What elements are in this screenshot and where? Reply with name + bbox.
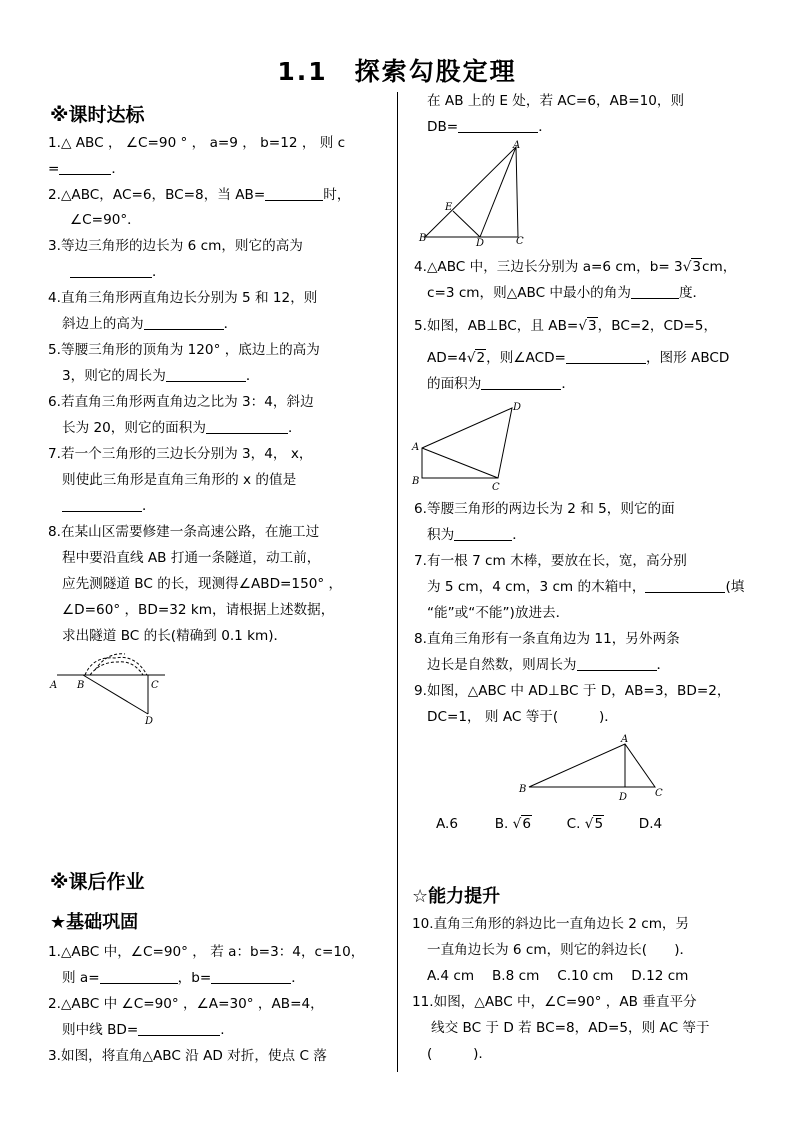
h8-answer-blank[interactable] bbox=[577, 656, 657, 671]
q2-line2: ∠C=90°． bbox=[70, 212, 141, 228]
h1-a-label: 则 a= bbox=[62, 970, 100, 986]
fig3-label-b: B bbox=[419, 233, 427, 244]
fig9-label-b: B bbox=[519, 784, 527, 795]
h1-line2: 则 a= ，b= ． bbox=[62, 970, 305, 986]
h5-ab-root: 3 bbox=[588, 318, 597, 334]
h10-line1: 10.直角三角形的斜边比一直角边长 2 cm，另 bbox=[412, 916, 690, 932]
h1-b-blank[interactable] bbox=[211, 969, 291, 984]
fig9-label-a: A bbox=[621, 734, 629, 745]
q1-answer-blank[interactable] bbox=[59, 160, 111, 175]
h4-unit: cm， bbox=[702, 259, 737, 275]
q8-line3: 应先测隧道 BC 的长，现测得∠ABD=150° ， bbox=[62, 576, 343, 592]
h7-answer-blank[interactable] bbox=[645, 578, 725, 593]
h5-line3: 的面积为 ． bbox=[427, 376, 575, 392]
h2-line1: 2.△ABC 中 ∠C=90° ，∠A=30° ，AB=4， bbox=[48, 996, 324, 1012]
q1-line1: 1.△ ABC ， ∠C=90 ° ， a=9 ， b=12 ， 则 c bbox=[48, 135, 346, 151]
q6-text: 长为 20，则它的面积为 bbox=[62, 420, 206, 436]
page-title: 1.1 探索勾股定理 bbox=[277, 57, 517, 86]
h2-answer-blank[interactable] bbox=[138, 1021, 220, 1036]
q4-answer-blank[interactable] bbox=[144, 315, 224, 330]
q7-line1: 7.若一个三角形的三边长分别为 3，4， x， bbox=[48, 446, 313, 462]
q7-line2: 则使此三角形是直角三角形的 x 的值是 bbox=[62, 472, 297, 488]
h7-line2 bbox=[427, 578, 744, 596]
h4-line1: 4.△ABC 中，三边长分别为 a=6 cm，b= 3√3cm， bbox=[414, 259, 737, 275]
h9-options bbox=[436, 815, 662, 833]
q4-line2: 斜边上的高为 ． bbox=[62, 316, 238, 332]
q3-line2: ． bbox=[70, 263, 166, 281]
h9-option-c-root: 5 bbox=[594, 816, 604, 832]
h3-answer-blank[interactable] bbox=[458, 118, 538, 133]
h5-angle-blank[interactable] bbox=[566, 349, 646, 364]
h10-options: A.4 cm B.8 cm C.10 cm D.12 cm bbox=[427, 968, 689, 984]
q6-line2: 长为 20，则它的面积为 ． bbox=[62, 420, 302, 436]
section-heading-advanced: ☆能力提升 bbox=[412, 886, 501, 907]
h4-text2: c=3 cm，则△ABC 中最小的角为 bbox=[427, 285, 631, 301]
q2-answer-blank[interactable] bbox=[265, 186, 323, 201]
h11-line1: 11.如图，△ABC 中，∠C=90° ，AB 垂直平分 bbox=[412, 994, 697, 1010]
q5-line1: 5.等腰三角形的顶角为 120° ，底边上的高为 bbox=[48, 342, 320, 358]
q8-line5: 求出隧道 BC 的长(精确到 0.1 km)． bbox=[62, 628, 288, 644]
fig5-label-c: C bbox=[492, 482, 500, 493]
h4-answer-blank[interactable] bbox=[631, 284, 679, 299]
q2-line1 bbox=[48, 186, 350, 204]
h9-line2: DC=1， 则 AC 等于( )． bbox=[427, 709, 618, 725]
q5-answer-blank[interactable] bbox=[166, 367, 246, 382]
h6-text: 积为 bbox=[427, 527, 455, 543]
h4-end: 度． bbox=[678, 285, 707, 301]
q4-text: 斜边上的高为 bbox=[62, 316, 144, 332]
h7-line3: “能”或“不能”)放进去． bbox=[427, 605, 570, 621]
altitude-triangle-figure bbox=[515, 730, 675, 805]
h5-text: 5.如图，AB⊥BC，且 AB= bbox=[414, 318, 579, 334]
h6-line2: 积为 ． bbox=[427, 527, 526, 543]
h3-line1: 3.如图，将直角△ABC 沿 AD 对折，使点 C 落 bbox=[48, 1048, 327, 1064]
column-divider bbox=[397, 92, 398, 1072]
fig8-label-d: D bbox=[145, 716, 154, 727]
h4-b-coef: 3 bbox=[674, 259, 683, 275]
fig5-label-a: A bbox=[412, 442, 420, 453]
fig8-label-b: B bbox=[77, 680, 85, 691]
h11-line3: ( ). bbox=[427, 1046, 483, 1062]
q5-text: 3，则它的周长为 bbox=[62, 368, 166, 384]
h11-line2: 线交 BC 于 D 若 BC=8，AD=5，则 AC 等于 bbox=[431, 1020, 710, 1036]
q2-text: 2.△ABC，AC=6，BC=8，当 AB= bbox=[48, 187, 266, 203]
h9-option-c-letter: C. bbox=[566, 816, 581, 832]
q1-label: = bbox=[48, 161, 60, 177]
h5-ad-root: 2 bbox=[476, 350, 486, 366]
q8-line2: 程中要沿直线 AB 打通一条隧道，动工前， bbox=[62, 550, 321, 566]
h4-line2 bbox=[427, 284, 706, 302]
q1-line2: = ． bbox=[48, 161, 125, 177]
h9-option-a[interactable]: A.6 bbox=[436, 816, 459, 832]
h5-area-blank[interactable] bbox=[481, 375, 561, 390]
h9-option-b[interactable]: B. √6 bbox=[494, 816, 531, 832]
q6-line1: 6.若直角三角形两直角边之比为 3：4，斜边 bbox=[48, 394, 314, 410]
h9-option-d[interactable]: D.4 bbox=[638, 816, 663, 832]
h8-line1: 8.直角三角形有一条直角边为 11，另外两条 bbox=[414, 631, 680, 647]
h1-line1: 1.△ABC 中，∠C=90° ， 若 a：b=3：4，c=10， bbox=[48, 944, 365, 960]
fold-triangle-figure bbox=[415, 140, 535, 250]
h8-line2: 边长是自然数，则周长为 ． bbox=[427, 657, 671, 673]
q3-line1: 3.等边三角形的边长为 6 cm，则它的高为 bbox=[48, 238, 303, 254]
h7-text: 为 5 cm，4 cm，3 cm 的木箱中， bbox=[427, 579, 646, 595]
q6-answer-blank[interactable] bbox=[206, 419, 288, 434]
h5-mid: ，则∠ACD= bbox=[486, 350, 566, 366]
h9-option-b-root: 6 bbox=[522, 816, 531, 832]
h3-text: DB= bbox=[427, 119, 459, 135]
q7-line3: ． bbox=[62, 497, 156, 515]
h2-text: 则中线 BD= bbox=[62, 1022, 139, 1038]
h5-text-end: ，BC=2，CD=5， bbox=[597, 318, 718, 334]
q7-answer-blank[interactable] bbox=[62, 497, 142, 512]
h9-option-c[interactable]: C. √5 bbox=[566, 816, 604, 832]
q8-line4: ∠D=60° ，BD=32 km，请根据上述数据， bbox=[62, 602, 335, 618]
fig9-label-d: D bbox=[619, 792, 628, 803]
h2-line2: 则中线 BD= . bbox=[62, 1022, 225, 1038]
h5-ad: AD=4 bbox=[427, 350, 467, 366]
tunnel-figure bbox=[45, 648, 175, 728]
h5-end: ，图形 ABCD bbox=[645, 350, 730, 366]
section-heading-homework: ※课后作业 bbox=[50, 871, 145, 893]
h7-end: (填 bbox=[725, 579, 745, 595]
q2-end: 时， bbox=[323, 187, 351, 203]
q4-line1: 4.直角三角形两直角边长分别为 5 和 12，则 bbox=[48, 290, 318, 306]
h8-text: 边长是自然数，则周长为 bbox=[427, 657, 577, 673]
fig5-label-b: B bbox=[412, 476, 420, 487]
q3-answer-blank[interactable] bbox=[70, 263, 152, 278]
h4-b-root: 3 bbox=[692, 259, 702, 275]
h9-line1: 9.如图，△ABC 中 AD⊥BC 于 D，AB=3，BD=2， bbox=[414, 683, 731, 699]
q5-line2: 3，则它的周长为 ． bbox=[62, 368, 260, 384]
fig8-label-a: A bbox=[50, 680, 58, 691]
subsection-basic: ★基础巩固 bbox=[50, 912, 139, 933]
h1-a-blank[interactable] bbox=[100, 969, 178, 984]
q8-line1: 8.在某山区需要修建一条高速公路，在施工过 bbox=[48, 524, 320, 540]
h4-text: 4.△ABC 中，三边长分别为 a=6 cm，b= bbox=[414, 259, 670, 275]
fig5-label-d: D bbox=[513, 402, 522, 413]
h6-answer-blank[interactable] bbox=[454, 526, 512, 541]
h7-line1: 7.有一根 7 cm 木棒，要放在长，宽，高分别 bbox=[414, 553, 687, 569]
fig9-label-c: C bbox=[655, 788, 663, 799]
h9-option-b-letter: B. bbox=[494, 816, 509, 832]
h3-line2: 在 AB 上的 E 处，若 AC=6，AB=10，则 bbox=[427, 93, 685, 109]
fig8-label-c: C bbox=[151, 680, 159, 691]
section-heading-class-goals: ※课时达标 bbox=[50, 104, 145, 126]
h10-line2: 一直角边长为 6 cm，则它的斜边长( )． bbox=[427, 942, 694, 958]
quadrilateral-figure bbox=[410, 398, 535, 493]
h1-b-label: ，b= bbox=[177, 970, 212, 986]
h3-line3: DB= ． bbox=[427, 119, 552, 135]
fig3-label-d: D bbox=[476, 238, 485, 249]
fig3-label-a: A bbox=[513, 140, 521, 151]
h5-area-text: 的面积为 bbox=[427, 376, 482, 392]
fig3-label-e: E bbox=[445, 202, 453, 213]
h6-line1: 6.等腰三角形的两边长为 2 和 5，则它的面 bbox=[414, 501, 675, 517]
h5-line1: 5.如图，AB⊥BC，且 AB=√3，BC=2，CD=5， bbox=[414, 318, 718, 334]
fig3-label-c: C bbox=[516, 236, 524, 247]
h5-line2: AD=4√2，则∠ACD= ，图形 ABCD bbox=[427, 350, 730, 366]
